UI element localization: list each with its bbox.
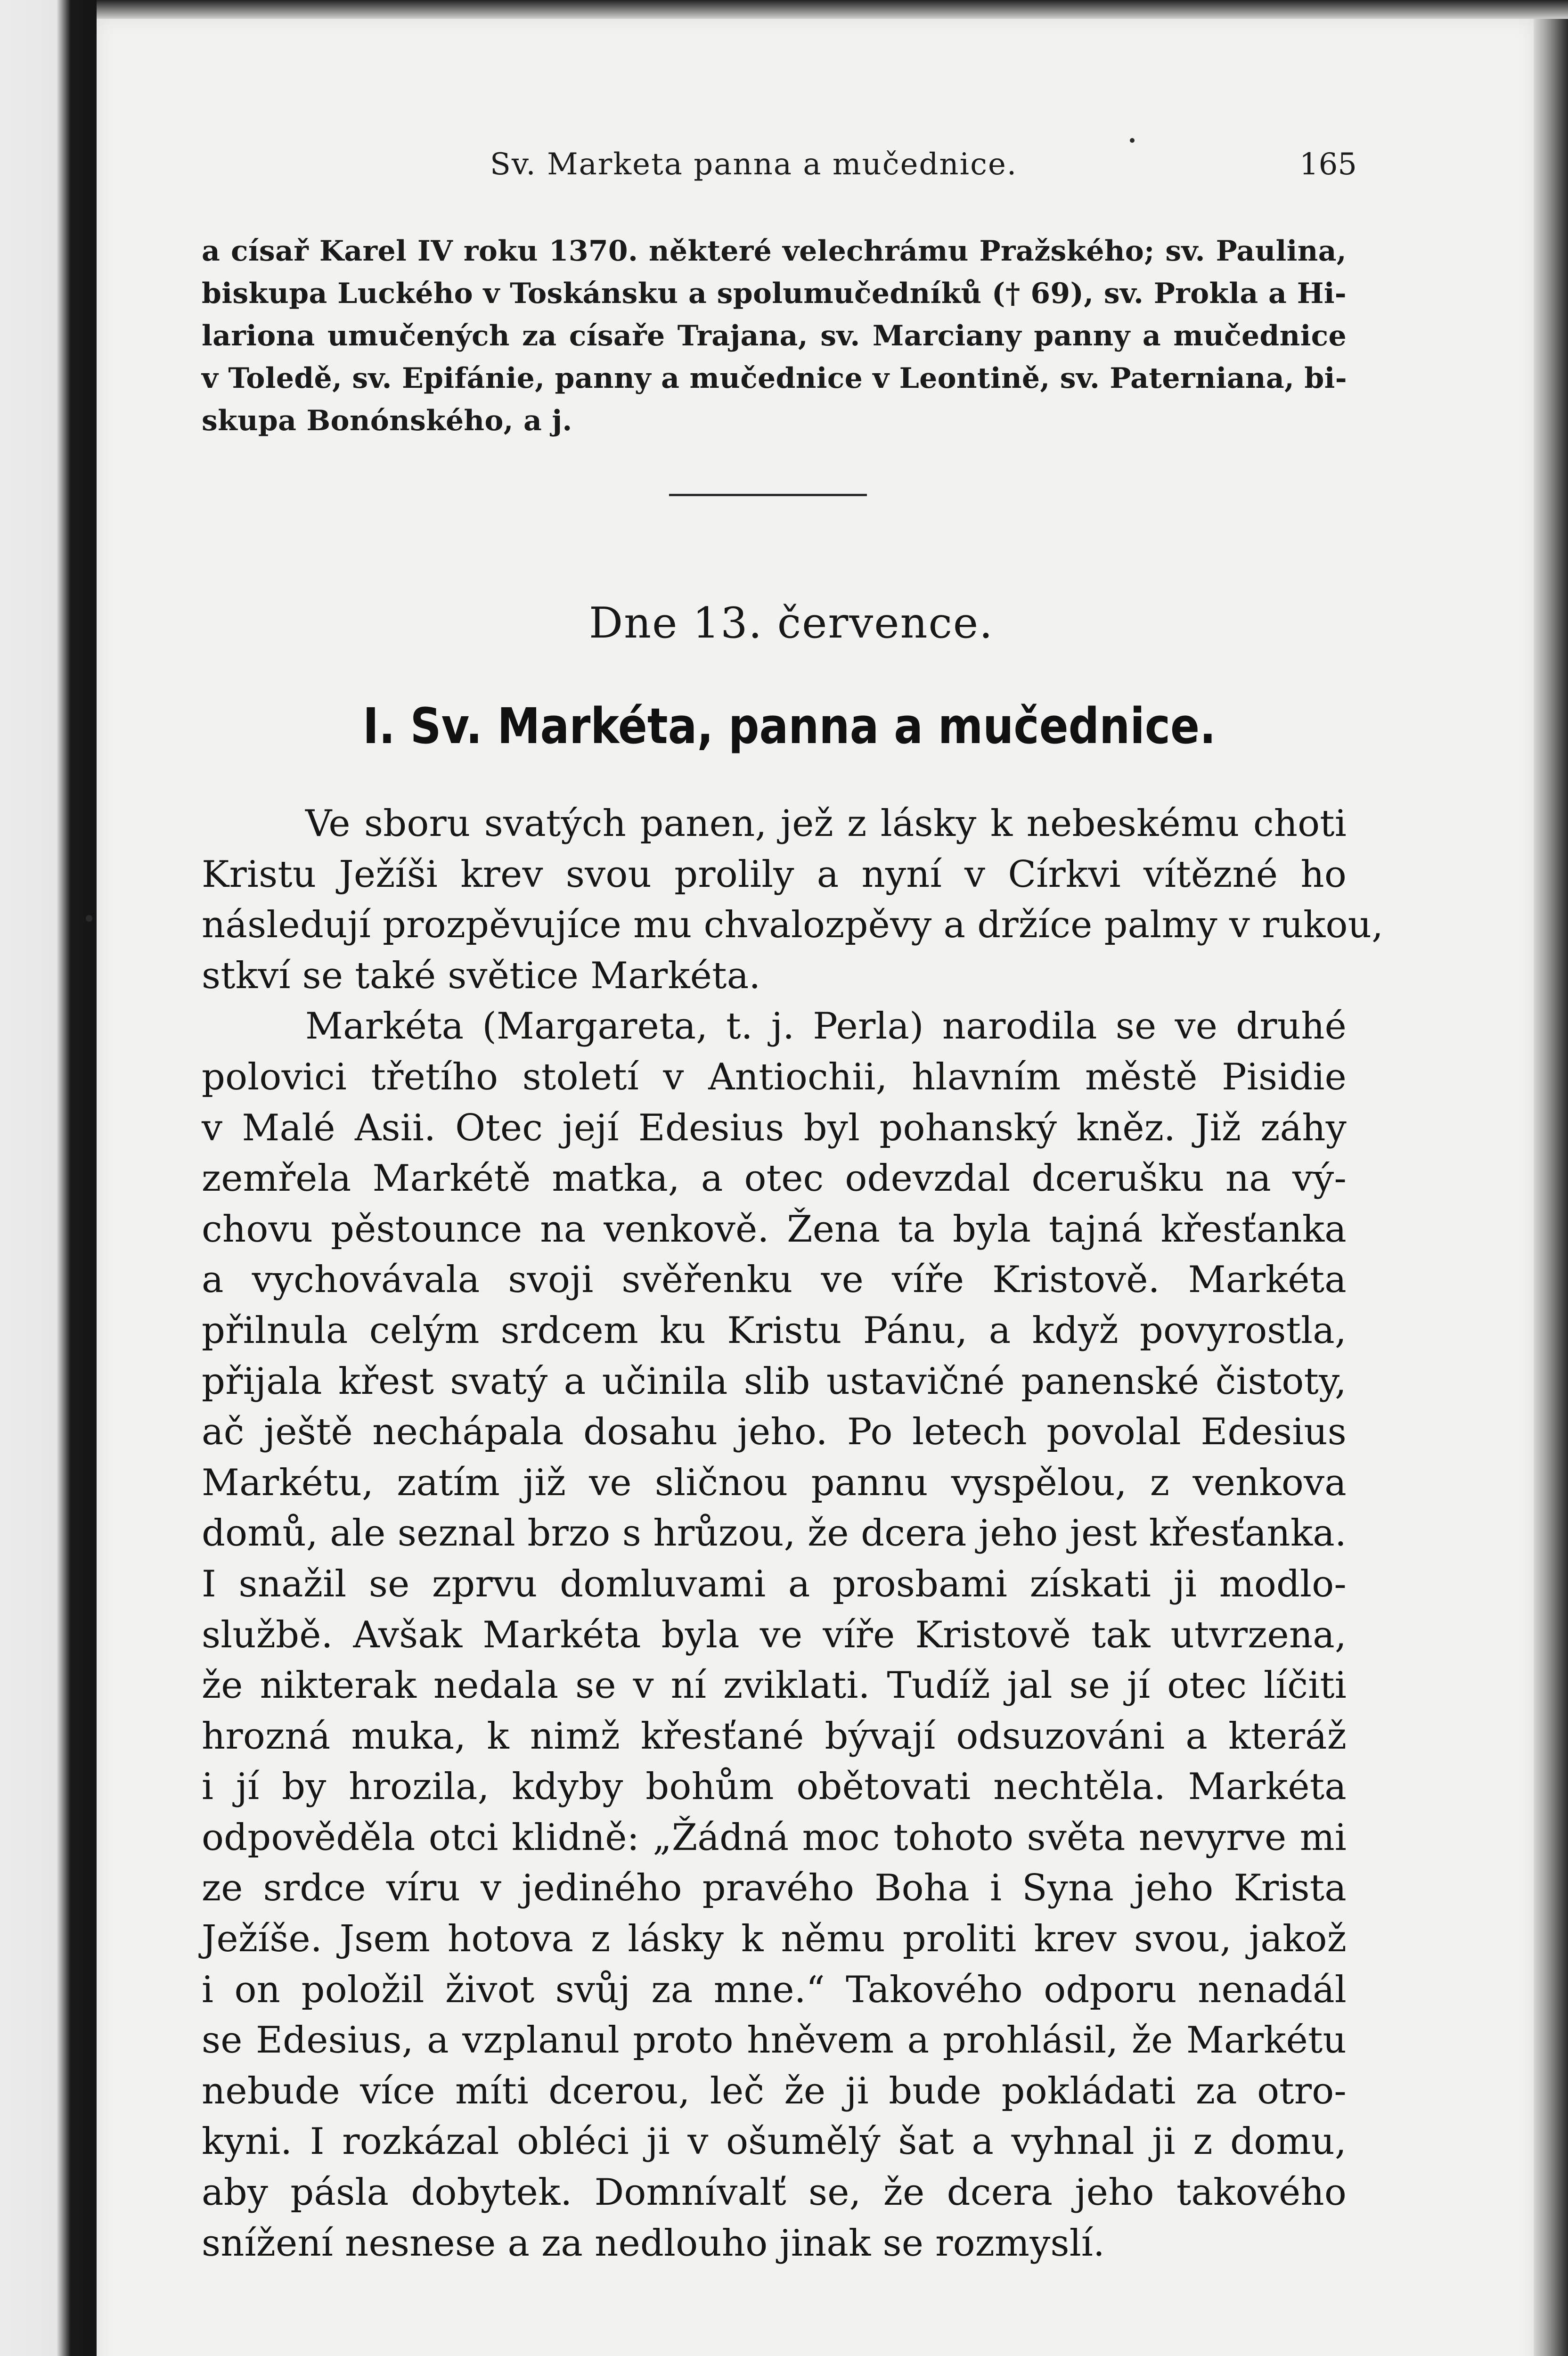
running-head: Sv. Marketa panna a mučednice. (490, 147, 1018, 182)
text-line: zemřela Markétě matka, a otec odevzdal dcerušku na vý- (202, 1157, 1347, 1200)
text-line: stkví se také světice Markéta. (202, 954, 761, 997)
text-line: následují prozpěvujíce mu chvalozpěvy a držíce palmy v rukou, (202, 904, 1384, 947)
book-gutter (0, 0, 108, 2356)
text-line: přijala křest svatý a učinila slib ustavičné panenské čistoty, (202, 1360, 1347, 1403)
text-line: Kristu Ježíši krev svou prolily a nyní v Církvi vítězné ho (202, 853, 1347, 896)
text-line: službě. Avšak Markéta byla ve víře Kristově tak utvrzena, (202, 1613, 1347, 1656)
text-line: Ve sboru svatých panen, jež z lásky k nebeskému choti (305, 802, 1347, 845)
previous-section-text (202, 230, 1347, 442)
text-line: I snažil se zprvu domluvami a prosbami získati ji modlo- (202, 1562, 1347, 1605)
text-line: i jí by hrozila, kdyby bohům obětovati nechtěla. Markéta (202, 1766, 1347, 1808)
text-line: kyni. I rozkázal obléci ji v ošumělý šat a vyhnal ji z domu, (202, 2120, 1347, 2163)
text-line: přilnula celým srdcem ku Kristu Pánu, a když povyrostla, (202, 1309, 1347, 1352)
text-line: Ježíše. Jsem hotova z lásky k němu proliti krev svou, jakož (202, 1918, 1347, 1961)
text-line: polovici třetího století v Antiochii, hlavním městě Pisidie (202, 1055, 1347, 1098)
text-line: snížení nesnese a za nedlouho jinak se rozmyslí. (202, 2222, 1105, 2265)
text-line: Markétu, zatím již ve sličnou pannu vyspělou, z venkova (202, 1461, 1347, 1504)
text-line: aby pásla dobytek. Domnívalť se, že dcera jeho takového (202, 2171, 1347, 2214)
page-number: 165 (1299, 147, 1357, 182)
text-line: Markéta (Margareta, t. j. Perla) narodila se ve druhé (305, 1005, 1347, 1048)
text-line: i on položil život svůj za mne.“ Takového odporu nenadál (202, 1968, 1347, 2011)
text-line: se Edesius, a vzplanul proto hněvem a prohlásil, že Markétu (202, 2019, 1347, 2062)
section-divider-rule (669, 494, 867, 496)
text-line: domů, ale seznal brzo s hrůzou, že dcera jeho jest křesťanka. (202, 1512, 1347, 1555)
page-top-edge (97, 0, 1568, 19)
print-speck (86, 915, 92, 922)
text-line: lariona umučených za císaře Trajana, sv. Marciany panny a mučednice (202, 319, 1347, 352)
text-line: chovu pěstounce na venkově. Žena ta byla tajná křesťanka (202, 1208, 1347, 1251)
text-line: skupa Bonónského, a j. (202, 404, 572, 437)
page-right-edge (1534, 19, 1568, 2356)
text-line: nebude více míti dcerou, leč že ji bude pokládati za otro- (202, 2070, 1347, 2112)
text-line: v Toledě, sv. Epifánie, panny a mučednice v Leontině, sv. Paterniana, bi- (202, 362, 1347, 395)
text-line: ač ještě nechápala dosahu jeho. Po letech povolal Edesius (202, 1411, 1347, 1454)
text-line: že nikterak nedala se v ní zviklati. Tudíž jal se jí otec líčiti (202, 1664, 1347, 1707)
chapter-title: I. Sv. Markéta, panna a mučednice. (363, 697, 1216, 755)
text-line: hrozná muka, k nimž křesťané bývají odsuzováni a kteráž (202, 1715, 1347, 1758)
body-text (202, 799, 1384, 2269)
text-line: a vychovávala svoji svěřenku ve víře Kristově. Markéta (202, 1259, 1347, 1301)
text-line: biskupa Luckého v Toskánsku a spolumučedníků († 69), sv. Prokla a Hi- (202, 277, 1347, 310)
date-heading: Dne 13. července. (589, 598, 994, 648)
text-line: a císař Karel IV roku 1370. některé velechrámu Pražského; sv. Paulina, (202, 235, 1347, 268)
text-line: v Malé Asii. Otec její Edesius byl pohanský kněz. Již záhy (202, 1106, 1347, 1149)
text-line: ze srdce víru v jediného pravého Boha i Syna jeho Krista (202, 1867, 1347, 1910)
text-line: odpověděla otci klidně: „Žádná moc tohoto světa nevyrve mi (202, 1816, 1347, 1859)
print-speck (1130, 138, 1135, 143)
